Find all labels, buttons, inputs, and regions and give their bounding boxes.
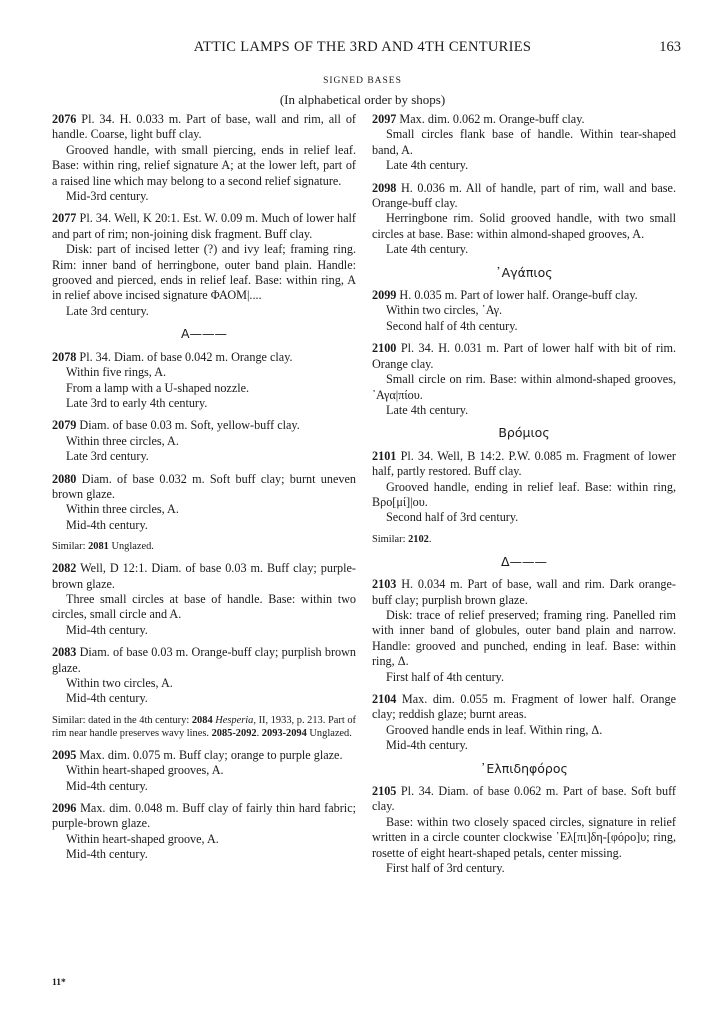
- entry-date: Second half of 3rd century.: [386, 510, 519, 525]
- entry-details: Grooved handle ends in leaf. Within ring, Δ.: [386, 722, 603, 737]
- similar-text: .: [428, 533, 432, 545]
- entry-date: Late 4th century.: [386, 402, 469, 417]
- entry-number: 2080: [52, 471, 77, 486]
- entry-date: Second half of 4th century.: [386, 318, 518, 333]
- entry-details: Grooved handle, ending in relief leaf. Base: within ring, Βρο[μί]|ου.: [372, 479, 676, 509]
- entry-description: Max. dim. 0.062 m. Orange-buff clay.: [396, 112, 585, 126]
- right-column: [372, 112, 676, 883]
- catalog-entry-2103: [372, 577, 676, 685]
- shop-heading-bromios: Βρόμιος: [498, 425, 550, 441]
- entry-date: Mid-4th century.: [66, 691, 148, 706]
- shop-heading-agapios: ᾽Αγάπιος: [495, 264, 553, 280]
- entry-description: Max. dim. 0.055 m. Fragment of lower half. Orange clay; reddish glaze; burnt areas.: [372, 692, 676, 722]
- entry-number: 2103: [372, 577, 397, 592]
- entry-details: Within heart-shaped groove, A.: [66, 831, 219, 846]
- similar-note-2084: [52, 714, 356, 740]
- entry-details: Base: within two closely spaced circles, signature in relief written in a circle counter clockwise ᾽Ελ[πι]δη-[φόρο]υ; ring, rosette of eight heart-shaped petals, center missing.: [372, 814, 676, 860]
- journal-title: Hesperia,: [212, 714, 256, 726]
- entry-number: 2105: [372, 784, 397, 799]
- catalog-entry-2099: [372, 288, 676, 334]
- entry-details: Small circle on rim. Base: within almond-shaped grooves, ᾽Αγα|πίου.: [372, 372, 676, 402]
- entry-details: Disk: trace of relief preserved; framing ring. Panelled rim with inner band of globules, outer band plain and narrow. Handle: grooved and punched, ending in leaf. Base: within ring, Δ.: [372, 607, 676, 669]
- entry-date: Mid-3rd century.: [66, 189, 149, 204]
- entry-number: 2101: [372, 448, 397, 463]
- entry-number: 2079: [52, 418, 77, 433]
- catalog-entry-2101: [372, 449, 676, 526]
- entry-number: 2076: [52, 112, 77, 126]
- catalog-entry-2098: [372, 181, 676, 258]
- catalog-entry-2077: [52, 211, 356, 319]
- entry-description: Pl. 34. Diam. of base 0.042 m. Orange clay.: [76, 349, 293, 364]
- entry-date: Mid-4th century.: [66, 517, 148, 532]
- entry-description: Pl. 34. H. 0.031 m. Part of lower half with bit of rim. Orange clay.: [372, 341, 676, 371]
- entry-details: Disk: part of incised letter (?) and ivy leaf; framing ring. Rim: inner band of herringbone, outer band plain. Handle: grooved and pierced, ends in relief leaf. Base: within ring, A in relief above incised signature ΦΑΟΜ|....: [52, 242, 356, 303]
- entry-number: 2097: [372, 112, 397, 126]
- entry-description: Max. dim. 0.075 m. Buff clay; orange to purple glaze.: [76, 747, 343, 762]
- signature-mark: 11*: [52, 978, 66, 988]
- similar-note-2081: [52, 540, 356, 553]
- entry-note: From a lamp with a U-shaped nozzle.: [66, 380, 250, 395]
- entry-number: 2078: [52, 349, 77, 364]
- entry-description: Pl. 34. Well, B 14:2. P.W. 0.085 m. Fragment of lower half, partly restored. Buff clay.: [372, 448, 676, 479]
- similar-number: 2085-2092: [211, 727, 257, 739]
- shop-heading-a: A———: [180, 326, 228, 342]
- section-title: SIGNED BASES: [323, 76, 402, 86]
- entry-description: H. 0.036 m. All of handle, part of rim, wall and base. Orange-buff clay.: [372, 180, 676, 211]
- similar-number: 2081: [88, 541, 109, 553]
- catalog-entry-2079: [52, 418, 356, 464]
- similar-label: Similar:: [372, 533, 409, 545]
- entry-date: Late 3rd to early 4th century.: [66, 395, 208, 410]
- entry-description: Pl. 34. Diam. of base 0.062 m. Part of base. Soft buff clay.: [372, 784, 676, 814]
- entry-number: 2104: [372, 692, 397, 706]
- entry-number: 2083: [52, 645, 77, 660]
- catalog-entry-2097: [372, 112, 676, 174]
- entry-details: Within three circles, A.: [66, 433, 179, 448]
- catalog-entry-2076: [52, 112, 356, 204]
- entry-details: Within two circles, ᾽Αγ.: [386, 303, 503, 318]
- entry-number: 2096: [52, 801, 77, 816]
- catalog-entry-2082: [52, 561, 356, 638]
- entry-number: 2095: [52, 747, 77, 762]
- entry-date: First half of 3rd century.: [386, 861, 505, 876]
- entry-description: Diam. of base 0.03 m. Soft, yellow-buff clay.: [76, 418, 300, 433]
- similar-sep: .: [256, 727, 262, 739]
- entry-number: 2099: [372, 288, 397, 303]
- section-subtitle: (In alphabetical order by shops): [279, 92, 446, 107]
- entry-date: First half of 4th century.: [386, 669, 505, 684]
- similar-text: II, 1933, p. 213. Part of rim near handle preserves wavy lines.: [52, 714, 357, 739]
- catalog-entry-2095: [52, 748, 356, 794]
- entry-number: 2098: [372, 180, 397, 195]
- entry-date: Late 4th century.: [386, 242, 469, 257]
- entry-details: Within three circles, A.: [66, 502, 179, 517]
- entry-number: 2077: [52, 211, 77, 226]
- similar-text: Unglazed.: [306, 727, 352, 739]
- catalog-entry-2104: [372, 692, 676, 754]
- shop-heading-elpidephoros: ᾽Ελπιδηφόρος: [480, 760, 568, 776]
- entry-details: Within five rings, A.: [66, 365, 167, 380]
- catalog-entry-2078: [52, 350, 356, 412]
- entry-description: Pl. 34. Well, K 20:1. Est. W. 0.09 m. Much of lower half and part of rim; non-joining disk fragment. Buff clay.: [52, 211, 356, 241]
- similar-number: 2084: [191, 714, 213, 726]
- page-number: 163: [659, 39, 681, 55]
- entry-details: Within two circles, A.: [66, 676, 173, 690]
- entry-details: Herringbone rim. Solid grooved handle, with two small circles at base. Base: within almond-shaped grooves, A.: [372, 211, 676, 241]
- entry-date: Late 4th century.: [386, 158, 469, 173]
- similar-text: Unglazed.: [108, 541, 154, 553]
- entry-details: Within heart-shaped grooves, A.: [66, 763, 224, 778]
- left-column: [52, 112, 356, 870]
- shop-heading-delta: Δ———: [500, 553, 548, 569]
- entry-description: Max. dim. 0.048 m. Buff clay of fairly thin hard fabric; purple-brown glaze.: [52, 801, 356, 831]
- entry-description: H. 0.034 m. Part of base, wall and rim. Dark orange-buff clay; purplish brown glaze.: [372, 577, 676, 607]
- catalog-entry-2080: [52, 472, 356, 534]
- entry-description: Diam. of base 0.032 m. Soft buff clay; burnt uneven brown glaze.: [52, 471, 356, 501]
- entry-number: 2100: [372, 341, 397, 356]
- entry-number: 2082: [52, 561, 77, 576]
- entry-date: Mid-4th century.: [66, 622, 148, 637]
- similar-number: 2093-2094: [261, 727, 307, 739]
- entry-details: Small circles flank base of handle. Within tear-shaped band, A.: [372, 127, 676, 157]
- similar-note-2102: [372, 533, 676, 546]
- entry-date: Late 3rd century.: [66, 303, 149, 318]
- catalog-entry-2100: [372, 341, 676, 418]
- entry-date: Mid-4th century.: [66, 778, 148, 793]
- similar-number: 2102: [408, 533, 429, 545]
- entry-description: Diam. of base 0.03 m. Orange-buff clay; purplish brown glaze.: [52, 645, 356, 675]
- entry-details: Grooved handle, with small piercing, ends in relief leaf. Base: within ring, relief signature A; at the lower left, part of a raised line which may belong to a second relief signature.: [52, 142, 356, 188]
- entry-date: Late 3rd century.: [66, 449, 149, 464]
- entry-date: Mid-4th century.: [386, 738, 468, 753]
- entry-description: H. 0.035 m. Part of lower half. Orange-buff clay.: [396, 288, 638, 303]
- entry-description: Well, D 12:1. Diam. of base 0.03 m. Buff clay; purple-brown glaze.: [52, 561, 356, 591]
- catalog-entry-2083: [52, 645, 356, 707]
- entry-details: Three small circles at base of handle. Base: within two circles, small circle and A.: [52, 591, 356, 622]
- similar-label: Similar:: [52, 541, 89, 553]
- catalog-entry-2105: [372, 784, 676, 876]
- running-head: ATTIC LAMPS OF THE 3RD AND 4TH CENTURIES: [193, 39, 532, 55]
- similar-label: Similar: dated in the 4th century:: [52, 714, 192, 726]
- entry-date: Mid-4th century.: [66, 847, 148, 862]
- entry-description: Pl. 34. H. 0.033 m. Part of base, wall and rim, all of handle. Coarse, light buff clay.: [52, 112, 356, 142]
- catalog-entry-2096: [52, 801, 356, 863]
- page-header: [0, 39, 725, 59]
